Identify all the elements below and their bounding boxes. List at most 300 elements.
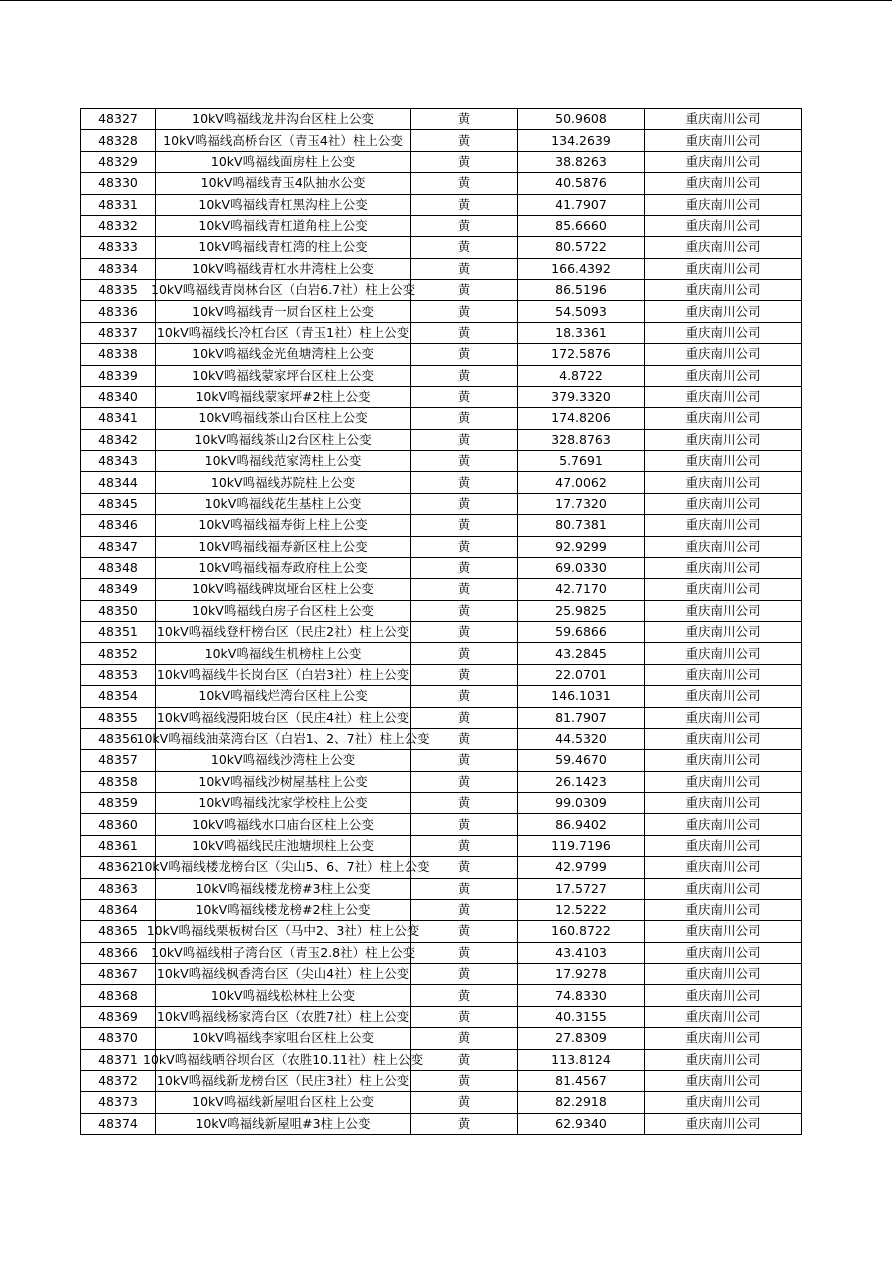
phase-cell: 黄 — [411, 1092, 518, 1113]
transformer-name-cell — [156, 643, 411, 664]
row-id-cell: 48371 — [81, 1049, 156, 1070]
company-cell: 重庆南川公司 — [645, 280, 802, 301]
transformer-name-cell — [143, 1049, 423, 1070]
table-row — [81, 536, 802, 557]
transformer-name-text: 10kV鸣福线烂湾台区柱上公变 — [198, 688, 368, 704]
table-body — [81, 109, 802, 1135]
value-cell: 99.0309 — [518, 793, 645, 814]
phase-cell: 黄 — [411, 194, 518, 215]
transformer-name-cell — [156, 985, 411, 1006]
company-cell: 重庆南川公司 — [645, 536, 802, 557]
table-row — [81, 878, 802, 899]
phase-cell: 黄 — [411, 130, 518, 151]
phase-cell: 黄 — [411, 493, 518, 514]
company-cell: 重庆南川公司 — [645, 814, 802, 835]
transformer-name-text: 10kV鸣福线高桥台区（青玉4社）柱上公变 — [163, 132, 403, 148]
value-cell: 59.6866 — [518, 622, 645, 643]
value-cell: 42.9799 — [518, 857, 645, 878]
row-id-cell: 48353 — [81, 664, 156, 685]
value-cell: 160.8722 — [518, 921, 645, 942]
row-id-cell: 48337 — [81, 322, 156, 343]
page-top-rule — [0, 0, 892, 1]
row-id-cell: 48357 — [81, 750, 156, 771]
table-row — [81, 557, 802, 578]
phase-cell: 黄 — [411, 878, 518, 899]
transformer-name-cell — [156, 386, 411, 407]
transformer-name-text: 10kV鸣福线松林柱上公变 — [210, 987, 356, 1003]
value-cell: 166.4392 — [518, 258, 645, 279]
row-id-cell: 48356 — [81, 728, 156, 749]
table-row — [81, 408, 802, 429]
company-cell: 重庆南川公司 — [645, 365, 802, 386]
row-id-cell: 48340 — [81, 386, 156, 407]
value-cell: 172.5876 — [518, 344, 645, 365]
value-cell: 54.5093 — [518, 301, 645, 322]
phase-cell: 黄 — [411, 728, 518, 749]
table-row — [81, 793, 802, 814]
row-id-cell: 48342 — [81, 429, 156, 450]
value-cell: 174.8206 — [518, 408, 645, 429]
transformer-name-text: 10kV鸣福线生机榜柱上公变 — [204, 645, 362, 661]
value-cell: 81.4567 — [518, 1070, 645, 1091]
phase-cell: 黄 — [411, 472, 518, 493]
table-row — [81, 686, 802, 707]
value-cell: 47.0062 — [518, 472, 645, 493]
table-row — [81, 429, 802, 450]
value-cell: 17.5727 — [518, 878, 645, 899]
transformer-name-text: 10kV鸣福线李家咀台区柱上公变 — [192, 1030, 374, 1046]
value-cell: 4.8722 — [518, 365, 645, 386]
transformer-name-text: 10kV鸣福线沈家学校柱上公变 — [198, 795, 368, 811]
row-id-cell: 48327 — [81, 109, 156, 130]
company-cell: 重庆南川公司 — [645, 600, 802, 621]
transformer-name-cell — [156, 258, 411, 279]
value-cell: 74.8330 — [518, 985, 645, 1006]
row-id-cell: 48348 — [81, 557, 156, 578]
phase-cell: 黄 — [411, 964, 518, 985]
transformer-name-cell — [156, 1028, 411, 1049]
transformer-name-text: 10kV鸣福线福寿新区柱上公变 — [198, 538, 368, 554]
phase-cell: 黄 — [411, 622, 518, 643]
company-cell: 重庆南川公司 — [645, 750, 802, 771]
value-cell: 17.9278 — [518, 964, 645, 985]
value-cell: 26.1423 — [518, 771, 645, 792]
transformer-name-text: 10kV鸣福线蒙家坪台区柱上公变 — [192, 367, 374, 383]
company-cell: 重庆南川公司 — [645, 130, 802, 151]
transformer-name-text: 10kV鸣福线长冷杠台区（青玉1社）柱上公变 — [156, 324, 410, 340]
transformer-name-cell — [156, 344, 411, 365]
phase-cell: 黄 — [411, 408, 518, 429]
phase-cell: 黄 — [411, 664, 518, 685]
row-id-cell: 48332 — [81, 215, 156, 236]
table-row — [81, 151, 802, 172]
transformer-name-cell — [156, 493, 411, 514]
transformer-name-text: 10kV鸣福线白房子台区柱上公变 — [192, 602, 374, 618]
transformer-name-text: 10kV鸣福线龙井沟台区柱上公变 — [192, 111, 374, 127]
transformer-name-cell — [156, 1113, 411, 1134]
table-row — [81, 1092, 802, 1113]
table-row — [81, 1070, 802, 1091]
row-id-cell: 48367 — [81, 964, 156, 985]
transformer-name-text: 10kV鸣福线蒙家坪#2柱上公变 — [195, 389, 371, 405]
value-cell: 328.8763 — [518, 429, 645, 450]
row-id-cell: 48360 — [81, 814, 156, 835]
row-id-cell: 48369 — [81, 1006, 156, 1027]
transformer-name-text: 10kV鸣福线楼龙榜#3柱上公变 — [195, 880, 371, 896]
value-cell: 38.8263 — [518, 151, 645, 172]
value-cell: 82.2918 — [518, 1092, 645, 1113]
transformer-table — [80, 108, 802, 1135]
table-row — [81, 130, 802, 151]
transformer-name-cell — [156, 515, 411, 536]
value-cell: 119.7196 — [518, 835, 645, 856]
transformer-name-cell — [156, 215, 411, 236]
value-cell: 17.7320 — [518, 493, 645, 514]
transformer-name-cell — [156, 878, 411, 899]
transformer-name-cell — [156, 472, 411, 493]
phase-cell: 黄 — [411, 579, 518, 600]
value-cell: 134.2639 — [518, 130, 645, 151]
phase-cell: 黄 — [411, 771, 518, 792]
transformer-name-cell — [156, 151, 411, 172]
row-id-cell: 48334 — [81, 258, 156, 279]
row-id-cell: 48343 — [81, 451, 156, 472]
table-row — [81, 365, 802, 386]
transformer-name-cell — [156, 771, 411, 792]
transformer-name-text: 10kV鸣福线花生基柱上公变 — [204, 495, 362, 511]
table-row — [81, 942, 802, 963]
row-id-cell: 48349 — [81, 579, 156, 600]
transformer-name-cell — [156, 750, 411, 771]
transformer-name-text: 10kV鸣福线范家湾柱上公变 — [204, 453, 362, 469]
row-id-cell: 48352 — [81, 643, 156, 664]
row-id-cell: 48351 — [81, 622, 156, 643]
company-cell: 重庆南川公司 — [645, 109, 802, 130]
row-id-cell: 48331 — [81, 194, 156, 215]
company-cell: 重庆南川公司 — [645, 429, 802, 450]
transformer-name-cell — [156, 365, 411, 386]
row-id-cell: 48339 — [81, 365, 156, 386]
company-cell: 重庆南川公司 — [645, 899, 802, 920]
transformer-name-cell — [156, 451, 411, 472]
transformer-name-text: 10kV鸣福线油菜湾台区（白岩1、2、7社）柱上公变 — [136, 731, 430, 747]
row-id-cell: 48346 — [81, 515, 156, 536]
phase-cell: 黄 — [411, 151, 518, 172]
phase-cell: 黄 — [411, 258, 518, 279]
transformer-name-text: 10kV鸣福线沙树屋基柱上公变 — [198, 773, 368, 789]
table-row — [81, 814, 802, 835]
transformer-name-cell — [156, 1092, 411, 1113]
table-row — [81, 472, 802, 493]
company-cell: 重庆南川公司 — [645, 579, 802, 600]
table-row — [81, 280, 802, 301]
phase-cell: 黄 — [411, 451, 518, 472]
transformer-name-text: 10kV鸣福线茶山台区柱上公变 — [198, 410, 368, 426]
transformer-name-text: 10kV鸣福线面房柱上公变 — [210, 153, 356, 169]
row-id-cell: 48350 — [81, 600, 156, 621]
company-cell: 重庆南川公司 — [645, 622, 802, 643]
row-id-cell: 48347 — [81, 536, 156, 557]
value-cell: 86.9402 — [518, 814, 645, 835]
transformer-name-text: 10kV鸣福线民庄池塘坝柱上公变 — [192, 837, 374, 853]
value-cell: 92.9299 — [518, 536, 645, 557]
company-cell: 重庆南川公司 — [645, 664, 802, 685]
value-cell: 85.6660 — [518, 215, 645, 236]
value-cell: 42.7170 — [518, 579, 645, 600]
row-id-cell: 48373 — [81, 1092, 156, 1113]
table-row — [81, 386, 802, 407]
company-cell: 重庆南川公司 — [645, 707, 802, 728]
row-id-cell: 48354 — [81, 686, 156, 707]
table-row — [81, 173, 802, 194]
table-row — [81, 921, 802, 942]
transformer-name-cell — [156, 1006, 411, 1027]
row-id-cell: 48333 — [81, 237, 156, 258]
company-cell: 重庆南川公司 — [645, 1113, 802, 1134]
phase-cell: 黄 — [411, 109, 518, 130]
row-id-cell: 48374 — [81, 1113, 156, 1134]
value-cell: 12.5222 — [518, 899, 645, 920]
phase-cell: 黄 — [411, 600, 518, 621]
company-cell: 重庆南川公司 — [645, 985, 802, 1006]
row-id-cell: 48372 — [81, 1070, 156, 1091]
phase-cell: 黄 — [411, 857, 518, 878]
transformer-name-text: 10kV鸣福线登杆榜台区（民庄2社）柱上公变 — [156, 624, 410, 640]
value-cell: 50.9608 — [518, 109, 645, 130]
company-cell: 重庆南川公司 — [645, 557, 802, 578]
company-cell: 重庆南川公司 — [645, 472, 802, 493]
transformer-name-cell — [156, 109, 411, 130]
transformer-name-text: 10kV鸣福线水口庙台区柱上公变 — [192, 816, 374, 832]
value-cell: 22.0701 — [518, 664, 645, 685]
company-cell: 重庆南川公司 — [645, 942, 802, 963]
table-row — [81, 857, 802, 878]
company-cell: 重庆南川公司 — [645, 408, 802, 429]
company-cell: 重庆南川公司 — [645, 151, 802, 172]
transformer-name-text: 10kV鸣福线新龙榜台区（民庄3社）柱上公变 — [156, 1073, 410, 1089]
company-cell: 重庆南川公司 — [645, 728, 802, 749]
transformer-name-cell — [156, 429, 411, 450]
row-id-cell: 48368 — [81, 985, 156, 1006]
transformer-name-text: 10kV鸣福线福寿政府柱上公变 — [198, 560, 368, 576]
phase-cell: 黄 — [411, 536, 518, 557]
value-cell: 80.7381 — [518, 515, 645, 536]
transformer-name-cell — [156, 835, 411, 856]
phase-cell: 黄 — [411, 215, 518, 236]
transformer-name-text: 10kV鸣福线漫阳坡台区（民庄4社）柱上公变 — [156, 709, 410, 725]
table-row — [81, 771, 802, 792]
transformer-name-text: 10kV鸣福线茶山2台区柱上公变 — [194, 431, 372, 447]
row-id-cell: 48365 — [81, 921, 156, 942]
row-id-cell: 48362 — [81, 857, 156, 878]
phase-cell: 黄 — [411, 173, 518, 194]
company-cell: 重庆南川公司 — [645, 215, 802, 236]
phase-cell: 黄 — [411, 643, 518, 664]
value-cell: 81.7907 — [518, 707, 645, 728]
transformer-name-text: 10kV鸣福线新屋咀#3柱上公变 — [195, 1115, 371, 1131]
company-cell: 重庆南川公司 — [645, 964, 802, 985]
row-id-cell: 48361 — [81, 835, 156, 856]
transformer-name-cell — [156, 408, 411, 429]
transformer-name-cell — [156, 173, 411, 194]
company-cell: 重庆南川公司 — [645, 921, 802, 942]
transformer-name-text: 10kV鸣福线晒谷坝台区（农胜10.11社）柱上公变 — [143, 1051, 423, 1067]
transformer-name-text: 10kV鸣福线楼龙榜#2柱上公变 — [195, 902, 371, 918]
table-row — [81, 344, 802, 365]
transformer-name-text: 10kV鸣福线金光鱼塘湾柱上公变 — [192, 346, 374, 362]
phase-cell: 黄 — [411, 921, 518, 942]
phase-cell: 黄 — [411, 1049, 518, 1070]
table-row — [81, 622, 802, 643]
value-cell: 27.8309 — [518, 1028, 645, 1049]
table-row — [81, 750, 802, 771]
company-cell: 重庆南川公司 — [645, 451, 802, 472]
transformer-name-cell — [156, 814, 411, 835]
table-row — [81, 1113, 802, 1134]
company-cell: 重庆南川公司 — [645, 344, 802, 365]
transformer-name-text: 10kV鸣福线福寿街上柱上公变 — [198, 517, 368, 533]
company-cell: 重庆南川公司 — [645, 173, 802, 194]
transformer-name-cell — [156, 707, 411, 728]
phase-cell: 黄 — [411, 750, 518, 771]
value-cell: 44.5320 — [518, 728, 645, 749]
phase-cell: 黄 — [411, 429, 518, 450]
company-cell: 重庆南川公司 — [645, 878, 802, 899]
company-cell: 重庆南川公司 — [645, 1092, 802, 1113]
company-cell: 重庆南川公司 — [645, 493, 802, 514]
table-row — [81, 109, 802, 130]
company-cell: 重庆南川公司 — [645, 835, 802, 856]
transformer-name-cell — [146, 921, 420, 942]
table-row — [81, 600, 802, 621]
company-cell: 重庆南川公司 — [645, 515, 802, 536]
table-row — [81, 451, 802, 472]
phase-cell: 黄 — [411, 344, 518, 365]
phase-cell: 黄 — [411, 1113, 518, 1134]
transformer-name-cell — [136, 857, 430, 878]
row-id-cell: 48329 — [81, 151, 156, 172]
company-cell: 重庆南川公司 — [645, 793, 802, 814]
value-cell: 113.8124 — [518, 1049, 645, 1070]
value-cell: 40.5876 — [518, 173, 645, 194]
phase-cell: 黄 — [411, 1006, 518, 1027]
company-cell: 重庆南川公司 — [645, 258, 802, 279]
table-row — [81, 258, 802, 279]
transformer-name-cell — [156, 793, 411, 814]
transformer-name-cell — [151, 280, 416, 301]
row-id-cell: 48330 — [81, 173, 156, 194]
row-id-cell: 48344 — [81, 472, 156, 493]
table-row — [81, 728, 802, 749]
transformer-name-text: 10kV鸣福线楼龙榜台区（尖山5、6、7社）柱上公变 — [136, 859, 430, 875]
value-cell: 62.9340 — [518, 1113, 645, 1134]
phase-cell: 黄 — [411, 686, 518, 707]
row-id-cell: 48355 — [81, 707, 156, 728]
row-id-cell: 48370 — [81, 1028, 156, 1049]
table-row — [81, 579, 802, 600]
row-id-cell: 48358 — [81, 771, 156, 792]
transformer-name-cell — [156, 536, 411, 557]
row-id-cell: 48338 — [81, 344, 156, 365]
table-row — [81, 899, 802, 920]
table-row — [81, 1028, 802, 1049]
phase-cell: 黄 — [411, 365, 518, 386]
value-cell: 40.3155 — [518, 1006, 645, 1027]
row-id-cell: 48328 — [81, 130, 156, 151]
value-cell: 69.0330 — [518, 557, 645, 578]
table-row — [81, 301, 802, 322]
value-cell: 146.1031 — [518, 686, 645, 707]
phase-cell: 黄 — [411, 814, 518, 835]
phase-cell: 黄 — [411, 301, 518, 322]
value-cell: 59.4670 — [518, 750, 645, 771]
transformer-name-text: 10kV鸣福线新屋咀台区柱上公变 — [192, 1094, 374, 1110]
value-cell: 25.9825 — [518, 600, 645, 621]
table-row — [81, 322, 802, 343]
transformer-name-text: 10kV鸣福线苏院柱上公变 — [210, 474, 356, 490]
company-cell: 重庆南川公司 — [645, 301, 802, 322]
value-cell: 379.3320 — [518, 386, 645, 407]
table-row — [81, 985, 802, 1006]
transformer-name-text: 10kV鸣福线青杠湾的柱上公变 — [198, 239, 368, 255]
value-cell: 41.7907 — [518, 194, 645, 215]
value-cell: 86.5196 — [518, 280, 645, 301]
phase-cell: 黄 — [411, 942, 518, 963]
phase-cell: 黄 — [411, 707, 518, 728]
transformer-name-text: 10kV鸣福线栗板树台区（马中2、3社）柱上公变 — [146, 923, 420, 939]
transformer-name-cell — [156, 600, 411, 621]
phase-cell: 黄 — [411, 557, 518, 578]
transformer-name-text: 10kV鸣福线青杠水井湾柱上公变 — [192, 260, 374, 276]
table-row — [81, 194, 802, 215]
company-cell: 重庆南川公司 — [645, 1028, 802, 1049]
phase-cell: 黄 — [411, 1070, 518, 1091]
transformer-name-cell — [156, 130, 411, 151]
company-cell: 重庆南川公司 — [645, 1070, 802, 1091]
phase-cell: 黄 — [411, 835, 518, 856]
phase-cell: 黄 — [411, 515, 518, 536]
transformer-name-cell — [156, 622, 411, 643]
company-cell: 重庆南川公司 — [645, 771, 802, 792]
transformer-name-text: 10kV鸣福线牛长岗台区（白岩3社）柱上公变 — [156, 666, 410, 682]
row-id-cell: 48336 — [81, 301, 156, 322]
phase-cell: 黄 — [411, 1028, 518, 1049]
company-cell: 重庆南川公司 — [645, 194, 802, 215]
transformer-name-text: 10kV鸣福线枫香湾台区（尖山4社）柱上公变 — [156, 966, 410, 982]
table-row — [81, 835, 802, 856]
transformer-name-cell — [156, 579, 411, 600]
row-id-cell: 48341 — [81, 408, 156, 429]
transformer-name-cell — [151, 942, 416, 963]
company-cell: 重庆南川公司 — [645, 686, 802, 707]
company-cell: 重庆南川公司 — [645, 322, 802, 343]
phase-cell: 黄 — [411, 280, 518, 301]
row-id-cell: 48366 — [81, 942, 156, 963]
transformer-name-text: 10kV鸣福线青杠道角柱上公变 — [198, 218, 368, 234]
table-row — [81, 1006, 802, 1027]
company-cell: 重庆南川公司 — [645, 1006, 802, 1027]
value-cell: 5.7691 — [518, 451, 645, 472]
transformer-name-cell — [136, 728, 430, 749]
transformer-name-text: 10kV鸣福线青岗林台区（白岩6.7社）柱上公变 — [151, 282, 416, 298]
table-row — [81, 237, 802, 258]
table-row — [81, 215, 802, 236]
transformer-name-text: 10kV鸣福线碑岚垭台区柱上公变 — [192, 581, 374, 597]
table-row — [81, 964, 802, 985]
transformer-name-text: 10kV鸣福线柑子湾台区（青玉2.8社）柱上公变 — [151, 944, 416, 960]
table-row — [81, 515, 802, 536]
company-cell: 重庆南川公司 — [645, 857, 802, 878]
